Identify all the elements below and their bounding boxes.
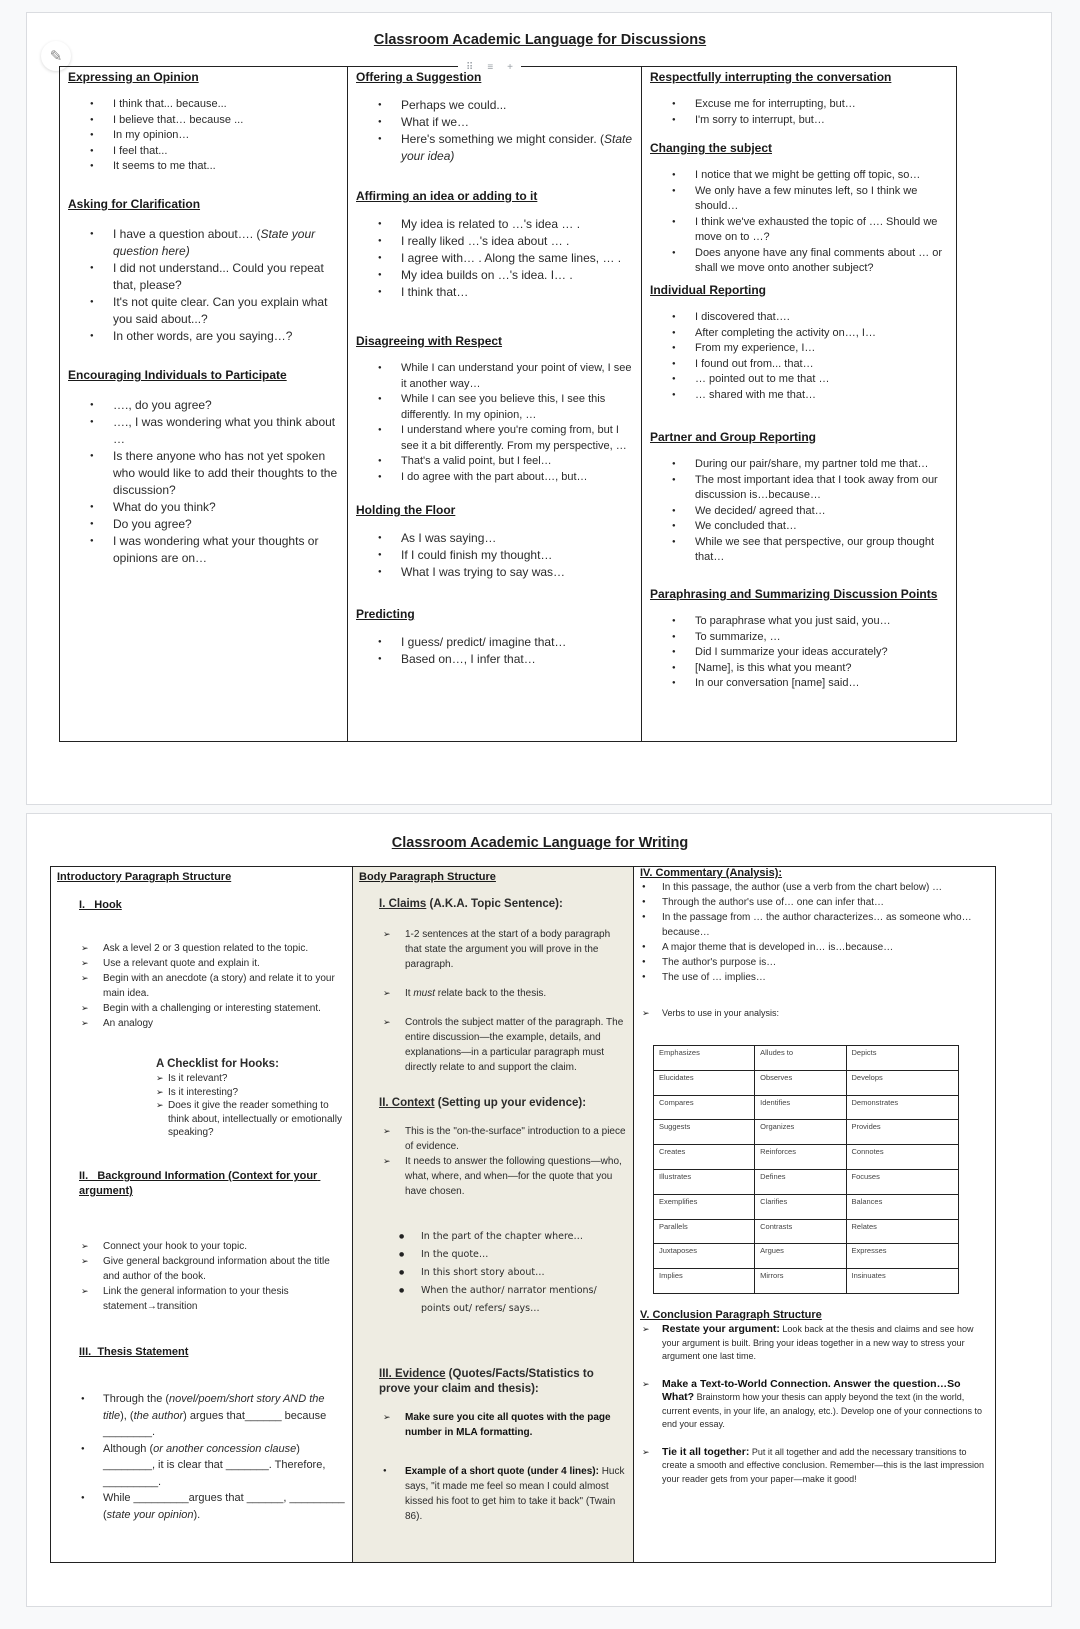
- text-run: Example of a short quote (under 4 lines):: [405, 1466, 599, 1477]
- list-item: ● My idea builds on …'s idea. I… .: [348, 267, 641, 284]
- list-item: [60, 226, 347, 260]
- list-item: ● In the quote…: [353, 1246, 633, 1264]
- list-item: ● I'm sorry to interrupt, but…: [642, 113, 956, 129]
- text-run: Restate your argument:: [662, 1323, 780, 1335]
- body-column: [353, 867, 634, 1562]
- list-item: ● I feel that...: [60, 144, 347, 160]
- list-item: ● I think that…: [348, 284, 641, 301]
- edit-pencil-icon[interactable]: ✎: [41, 41, 71, 71]
- verb-cell: Contrasts: [755, 1219, 846, 1244]
- list-item: ● In the part of the chapter where…: [353, 1228, 633, 1246]
- list-item: ● What do you think?: [60, 499, 347, 516]
- section-heading: Offering a Suggestion: [356, 70, 482, 84]
- list-item: ● It's not quite clear. Can you explain what you said about...?: [60, 294, 347, 328]
- sort-filter-icon[interactable]: ≡: [487, 61, 494, 73]
- list-item: [353, 1410, 633, 1440]
- list-item: ● Through the author's use of… one can infer that…: [634, 895, 995, 910]
- verb-cell: Identifies: [755, 1095, 846, 1120]
- bullet-list: [642, 310, 956, 403]
- bullet-list: [353, 1464, 633, 1524]
- section-heading: Expressing an Opinion: [68, 70, 199, 84]
- bullet-list: [60, 226, 347, 345]
- verb-cell: Organizes: [755, 1120, 846, 1145]
- bullet-list: [348, 216, 641, 301]
- text-run: (Quotes/Facts/Statistics to prove your claim and thesis):: [379, 1368, 594, 1395]
- verb-cell: Relates: [846, 1219, 959, 1244]
- list-item: ● The most important idea that I took away from our discussion is…because…: [642, 473, 956, 504]
- list-item: ● I really liked …'s idea about … .: [348, 233, 641, 250]
- section-heading: Partner and Group Reporting: [650, 430, 817, 444]
- list-item: ➢ An analogy: [51, 1016, 352, 1031]
- verb-cell: Develops: [846, 1070, 959, 1095]
- section-heading: IV. Commentary (Analysis):: [640, 867, 783, 879]
- verb-cell: Demonstrates: [846, 1095, 959, 1120]
- writing-table: [50, 866, 996, 1563]
- text-run: It: [405, 988, 414, 999]
- list-item: ● I discovered that….: [642, 310, 956, 326]
- commentary-column: [634, 867, 995, 1562]
- list-item: ● While I can see you believe this, I see this differently. In my opinion, …: [348, 392, 641, 423]
- list-item: ● What I was trying to say was…: [348, 564, 641, 581]
- text-run: III. Evidence: [379, 1368, 446, 1380]
- verb-cell: Compares: [654, 1095, 755, 1120]
- bullet-list: [348, 361, 641, 485]
- text-run: Brainstorm how your thesis can apply beyond the text (in the world, current events, in your life, an analogy, etc.). Develop one of your connections to end your essay.: [662, 1392, 983, 1429]
- verb-cell: Observes: [755, 1070, 846, 1095]
- list-item: ● A major theme that is developed in… is…because…: [634, 940, 995, 955]
- text-run: Put it all together and add the necessary transitions to create a smooth and effective conclusion. Remember—this is the last impression your reader gets from your paper—make it good!: [662, 1446, 984, 1484]
- verb-cell: Argues: [755, 1244, 846, 1269]
- list-item: ➢ Controls the subject matter of the paragraph. The entire discussion—the example, details, and explanations—in a particular paragraph must directly relate to and support the claim.: [353, 1015, 633, 1075]
- table-column: [348, 61, 642, 741]
- bullet-list: [51, 1391, 352, 1523]
- table-row: [654, 1120, 959, 1145]
- table-row: [654, 1194, 959, 1219]
- list-item: ● In this passage, the author (use a verb from the chart below) …: [634, 880, 995, 895]
- list-item: ● I was wondering what your thoughts or opinions are on…: [60, 533, 347, 567]
- text-run: Make sure you cite all quotes with the page number in MLA formatting.: [405, 1412, 611, 1438]
- list-item: ● I understand where you're coming from, but I see it a bit differently. From my perspective, …: [348, 423, 641, 454]
- text-run: ) ________, it is clear that _______. Therefore, _________.: [103, 1442, 326, 1488]
- list-item: ● I notice that we might be getting off topic, so…: [642, 168, 956, 184]
- add-icon[interactable]: +: [507, 61, 514, 73]
- bullet-list: [353, 927, 633, 1075]
- list-item: ➢ Verbs to use in your analysis:: [634, 1007, 995, 1021]
- text-run: I have a question about…. (: [113, 227, 261, 241]
- text-run: Here's something we might consider. (: [401, 132, 605, 146]
- list-item: ● … pointed out to me that …: [642, 372, 956, 388]
- list-item: ● …., I was wondering what you think about …: [60, 414, 347, 448]
- claims-heading: [379, 897, 633, 912]
- list-item: ● While I can understand your point of view, I see it another way…: [348, 361, 641, 392]
- section-heading: V. Conclusion Paragraph Structure: [640, 1309, 822, 1321]
- text-run: Huck says, "it made me feel so mean I could almost kissed his foot to get him to take it back" (Twain 86).: [405, 1466, 625, 1522]
- verb-cell: Illustrates: [654, 1169, 755, 1194]
- section-heading: Holding the Floor: [356, 503, 456, 517]
- text-run: ), (: [120, 1409, 134, 1422]
- list-item: ● To summarize, …: [642, 630, 956, 646]
- bullet-list: [60, 97, 347, 175]
- list-item: ➢ Does it give the reader something to think about, intellectually or emotionally speaking?: [156, 1099, 342, 1140]
- list-item: ● I think we've exhausted the topic of …. Should we move on to …?: [642, 215, 956, 246]
- list-item: ● After completing the activity on…, I…: [642, 326, 956, 342]
- list-item: ● I guess/ predict/ imagine that…: [348, 634, 641, 651]
- text-run: novel/poem/short story AND the title: [103, 1393, 325, 1422]
- text-run: While _________argues that ______, _________ (: [103, 1492, 345, 1521]
- section-heading: Encouraging Individuals to Participate: [68, 368, 287, 382]
- list-item: ● To paraphrase what you just said, you…: [642, 614, 956, 630]
- table-column: [60, 67, 348, 741]
- bullet-list: [642, 168, 956, 277]
- verb-cell: Connotes: [846, 1145, 959, 1170]
- text-run: Tie it all together:: [662, 1445, 750, 1458]
- verb-cell: Emphasizes: [654, 1046, 755, 1071]
- list-item: ➢ Connect your hook to your topic.: [51, 1239, 352, 1254]
- bullet-list: [642, 457, 956, 566]
- list-item: ● During our pair/share, my partner told me that…: [642, 457, 956, 473]
- verb-cell: Insinuates: [846, 1269, 959, 1294]
- bullet-list: [348, 634, 641, 668]
- text-run: Look back at the thesis and claims and see how your argument is built. Bring your ideas together in a new way to stress your argument one last time.: [662, 1324, 974, 1361]
- verb-cell: Mirrors: [755, 1269, 846, 1294]
- text-run: relate back to the thesis.: [435, 988, 547, 999]
- list-item: [634, 1378, 995, 1432]
- evidence-heading: [379, 1367, 623, 1397]
- list-item: ● The author's purpose is…: [634, 955, 995, 970]
- verb-cell: Focuses: [846, 1169, 959, 1194]
- list-item: ● We decided/ agreed that…: [642, 504, 956, 520]
- list-item: ● If I could finish my thought…: [348, 547, 641, 564]
- bullet-list: [634, 1323, 995, 1486]
- text-run: or another concession clause: [153, 1442, 297, 1455]
- list-item: ● Excuse me for interrupting, but…: [642, 97, 956, 113]
- verb-cell: Reinforces: [755, 1145, 846, 1170]
- list-item: ● Did I summarize your ideas accurately?: [642, 645, 956, 661]
- table-row: [654, 1169, 959, 1194]
- bullet-list: [634, 880, 995, 985]
- list-item: ● What if we…: [348, 114, 641, 131]
- text-run: State your idea): [401, 132, 633, 163]
- list-item: ➢ Use a relevant quote and explain it.: [51, 956, 352, 971]
- bullet-list: [51, 941, 352, 1031]
- list-item: [353, 1464, 633, 1524]
- table-row: [654, 1145, 959, 1170]
- list-item: ● In this short story about…: [353, 1264, 633, 1282]
- list-item: ➢ Begin with an anecdote (a story) and relate it to your main idea.: [51, 971, 352, 1001]
- text-run: state your opinion: [106, 1508, 194, 1521]
- section-heading: Predicting: [356, 607, 415, 621]
- list-item: ➢ Give general background information about the title and author of the book.: [51, 1254, 352, 1284]
- bullet-list: [642, 97, 956, 128]
- list-item: ● As I was saying…: [348, 530, 641, 547]
- list-item: ● I think that... because...: [60, 97, 347, 113]
- text-run: ) argues that______ because ________.: [103, 1409, 327, 1438]
- list-item: [51, 1391, 352, 1441]
- page-title: Classroom Academic Language for Writing: [391, 835, 689, 851]
- list-item: [634, 1323, 995, 1364]
- list-item: ● From my experience, I…: [642, 341, 956, 357]
- list-item: ● When the author/ narrator mentions/ points out/ refers/ says…: [353, 1282, 633, 1318]
- list-item: ➢ Begin with a challenging or interesting statement.: [51, 1001, 352, 1016]
- list-item: ● I agree with… . Along the same lines, … .: [348, 250, 641, 267]
- list-item: ➢ Ask a level 2 or 3 question related to the topic.: [51, 941, 352, 956]
- bullet-list: [348, 530, 641, 581]
- list-item: ● We concluded that…: [642, 519, 956, 535]
- list-item: ➢ Is it relevant?: [156, 1072, 342, 1086]
- table-row: [654, 1219, 959, 1244]
- list-item: ● I did not understand... Could you repeat that, please?: [60, 260, 347, 294]
- bullet-list: [156, 1072, 342, 1140]
- intro-column: [51, 867, 353, 1562]
- list-item: ● I found out from... that…: [642, 357, 956, 373]
- section-heading: Body Paragraph Structure: [359, 871, 496, 883]
- list-item: ➢ Link the general information to your thesis statement→transition: [51, 1284, 352, 1314]
- verb-cell: Clarifies: [755, 1194, 846, 1219]
- verb-cell: Parallels: [654, 1219, 755, 1244]
- verb-cell: Expresses: [846, 1244, 959, 1269]
- list-item: ● I believe that… because ...: [60, 113, 347, 129]
- verb-cell: Provides: [846, 1120, 959, 1145]
- section-heading: Affirming an idea or adding to it: [356, 189, 538, 203]
- list-item: ● Do you agree?: [60, 516, 347, 533]
- verb-cell: Balances: [846, 1194, 959, 1219]
- table-row: [654, 1070, 959, 1095]
- list-item: ● … shared with me that…: [642, 388, 956, 404]
- section-heading: Introductory Paragraph Structure: [57, 871, 232, 883]
- bullet-list: [60, 397, 347, 567]
- list-item: ● …., do you agree?: [60, 397, 347, 414]
- verb-cell: Creates: [654, 1145, 755, 1170]
- verb-cell: Exemplifies: [654, 1194, 755, 1219]
- bullet-list: [353, 1410, 633, 1440]
- verb-cell: Juxtaposes: [654, 1244, 755, 1269]
- background-heading: II. Background Information (Context for your argument): [79, 1170, 321, 1197]
- list-item: ● In other words, are you saying…?: [60, 328, 347, 345]
- text-run: Although (: [103, 1442, 154, 1455]
- list-item: ● Perhaps we could...: [348, 97, 641, 114]
- verb-cell: Implies: [654, 1269, 755, 1294]
- discussion-table: [59, 61, 957, 742]
- checklist-title: A Checklist for Hooks:: [156, 1058, 279, 1070]
- text-run: must: [413, 988, 436, 999]
- text-run: Through the (: [103, 1393, 170, 1405]
- list-item: [353, 986, 633, 1001]
- list-item: ● The use of … implies…: [634, 970, 995, 985]
- list-item: ● [Name], is this what you meant?: [642, 661, 956, 677]
- text-run: ).: [193, 1508, 201, 1521]
- page-title: Classroom Academic Language for Discussions: [373, 32, 707, 48]
- section-heading: Respectfully interrupting the conversation: [650, 70, 892, 84]
- text-run: II. Context: [379, 1097, 435, 1109]
- bullet-list: [353, 1228, 633, 1318]
- list-item: ● In my opinion…: [60, 128, 347, 144]
- list-item: ● Does anyone have any final comments about … or shall we move onto another subject?: [642, 246, 956, 277]
- context-heading: [379, 1096, 633, 1111]
- list-item: ➢ 1-2 sentences at the start of a body paragraph that state the argument you will prove in the paragraph.: [353, 927, 633, 972]
- verbs-table: [653, 1045, 959, 1294]
- text-run: (Setting up your evidence):: [434, 1097, 587, 1109]
- list-item: ● I do agree with the part about…, but…: [348, 470, 641, 486]
- thesis-heading: III. Thesis Statement: [79, 1346, 189, 1358]
- table-column: [642, 67, 956, 741]
- table-row: [654, 1046, 959, 1071]
- list-item: ● While we see that perspective, our group thought that…: [642, 535, 956, 566]
- list-item: [348, 131, 641, 165]
- verb-cell: Elucidates: [654, 1070, 755, 1095]
- list-item: ● It seems to me that...: [60, 159, 347, 175]
- list-item: [634, 1446, 995, 1487]
- hook-heading: I. Hook: [79, 899, 122, 911]
- list-item: ➢ Is it interesting?: [156, 1086, 342, 1100]
- bullet-list: [353, 1124, 633, 1199]
- list-item: ● In our conversation [name] said…: [642, 676, 956, 692]
- verb-cell: Defines: [755, 1169, 846, 1194]
- list-item: ● In the passage from … the author characterizes… as someone who… because…: [634, 910, 995, 940]
- section-heading: Changing the subject: [650, 141, 773, 155]
- list-item: ● Based on…, I infer that…: [348, 651, 641, 668]
- text-run: Make a Text-to-World Connection. Answer the question…So What?: [662, 1377, 961, 1403]
- list-item: [51, 1490, 352, 1523]
- table-row: [654, 1244, 959, 1269]
- list-item: ● My idea is related to …'s idea … .: [348, 216, 641, 233]
- list-item: [51, 1441, 352, 1491]
- table-row: [654, 1095, 959, 1120]
- text-run: I. Claims: [379, 898, 427, 910]
- list-item: ● We only have a few minutes left, so I think we should…: [642, 184, 956, 215]
- list-item: ● That's a valid point, but I feel…: [348, 454, 641, 470]
- bullet-list: [642, 614, 956, 692]
- bullet-list: [348, 97, 641, 165]
- text-run: State your question here): [113, 227, 316, 258]
- section-heading: Paraphrasing and Summarizing Discussion Points: [650, 587, 938, 601]
- list-item: ➢ This is the "on-the-surface" introduction to a piece of evidence.: [353, 1124, 633, 1154]
- section-heading: Individual Reporting: [650, 283, 766, 297]
- bullet-list: [634, 1007, 995, 1021]
- list-item: ● Is there anyone who has not yet spoken who would like to add their thoughts to the discussion?: [60, 448, 347, 499]
- text-run: the author: [133, 1409, 184, 1422]
- bullet-list: [51, 1239, 352, 1314]
- section-heading: Asking for Clarification: [68, 197, 201, 211]
- verb-cell: Suggests: [654, 1120, 755, 1145]
- verb-cell: Alludes to: [755, 1046, 846, 1071]
- verb-cell: Depicts: [846, 1046, 959, 1071]
- list-item: ➢ It needs to answer the following questions—who, what, where, and when—for the quote that you have chosen.: [353, 1154, 633, 1199]
- section-heading: Disagreeing with Respect: [356, 334, 503, 348]
- drag-handle-icon[interactable]: ⠿: [466, 61, 474, 73]
- text-run: (A.K.A. Topic Sentence):: [426, 898, 563, 910]
- table-row: [654, 1269, 959, 1294]
